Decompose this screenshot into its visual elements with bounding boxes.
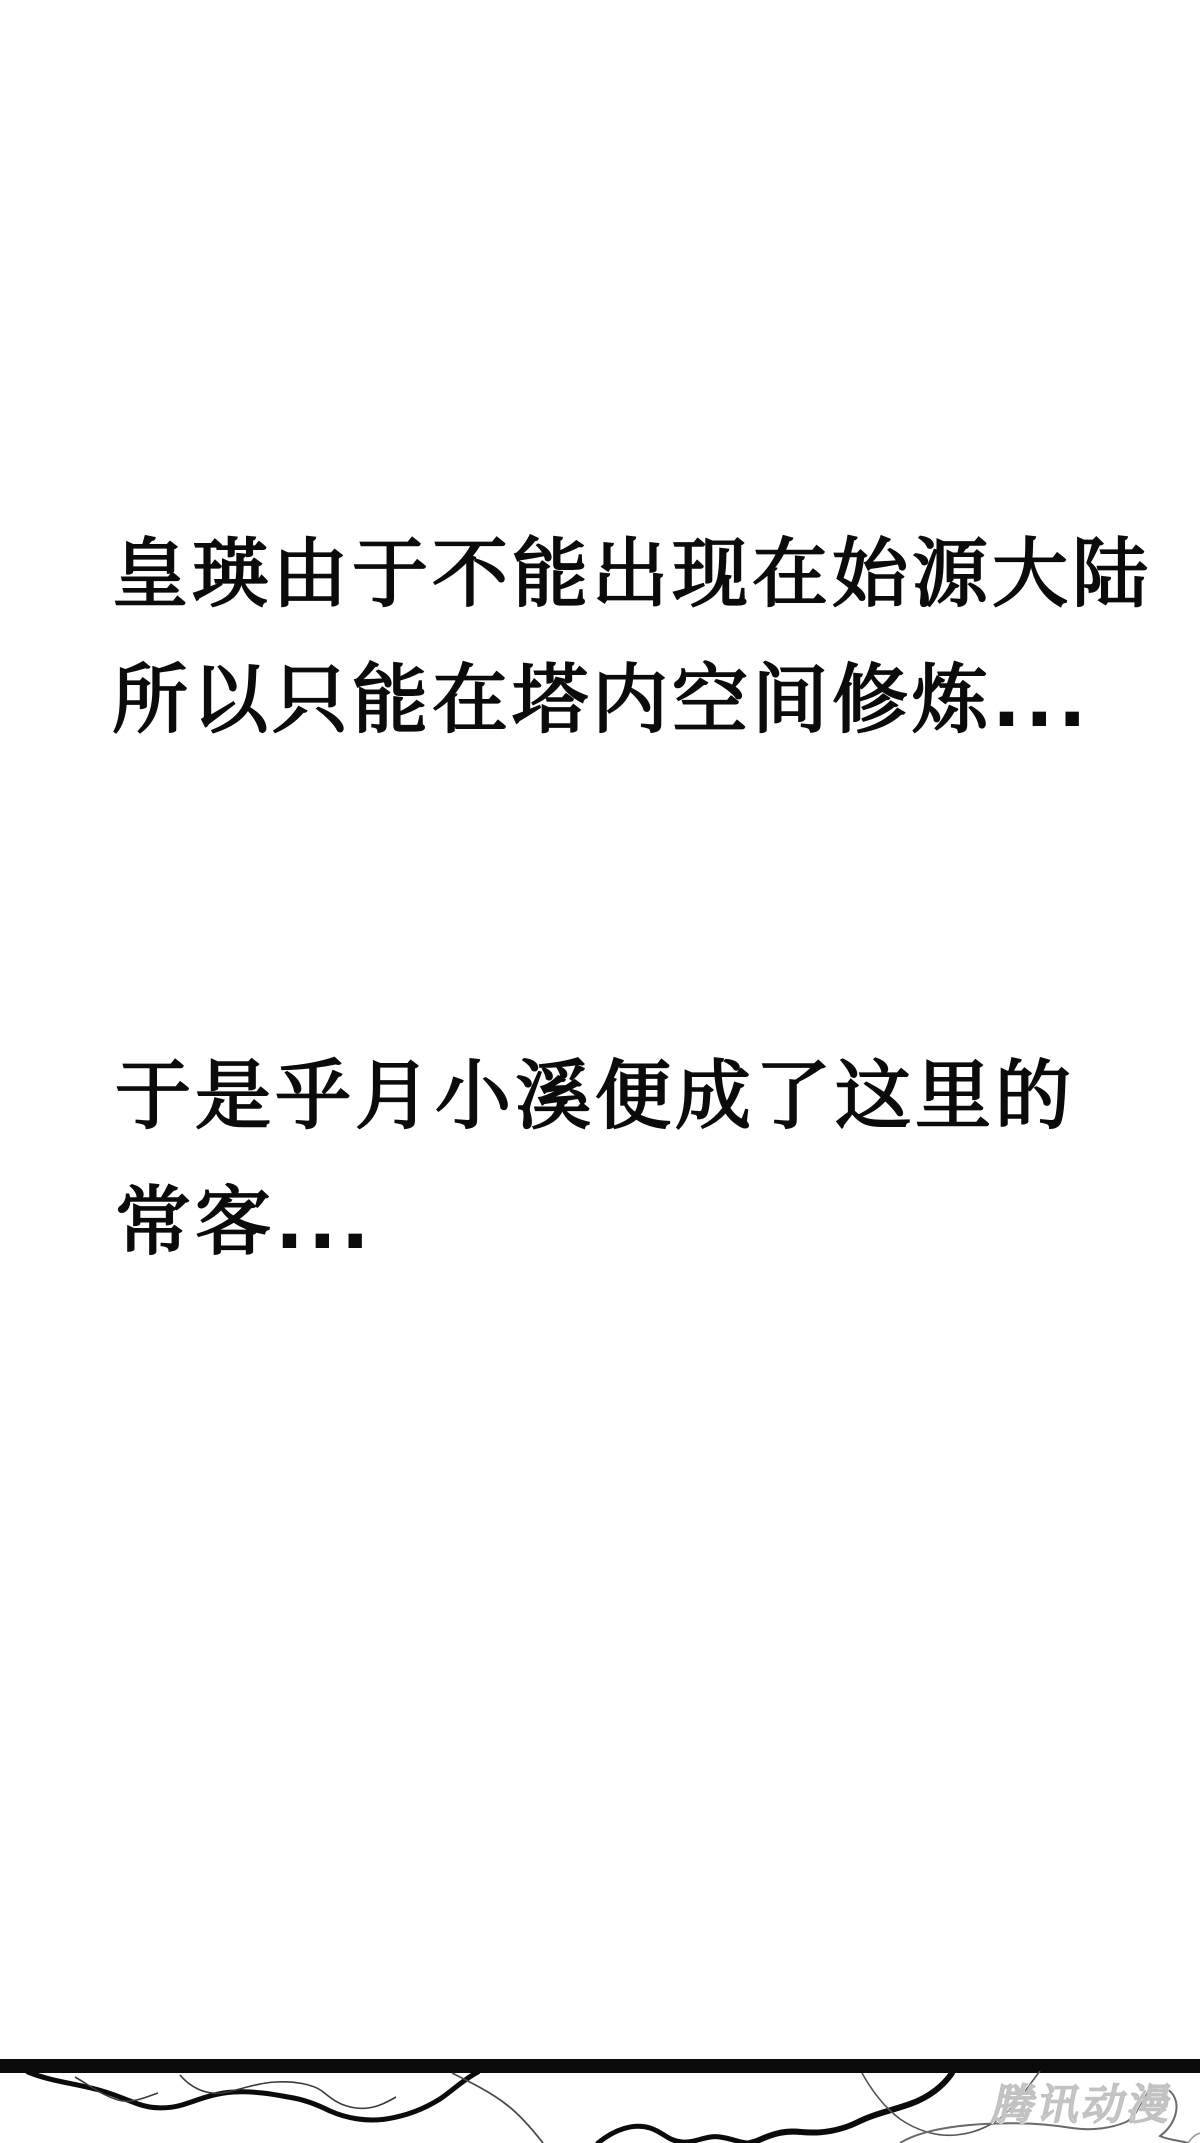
tencent-comics-watermark-logo: 腾讯动漫 xyxy=(988,2080,1179,2129)
narration-line-4: 常客... xyxy=(115,1177,374,1266)
rock-inner-line-2 xyxy=(180,2075,396,2108)
rock-outline-left xyxy=(28,2072,478,2120)
narration-block-1 xyxy=(112,511,1152,763)
narration-line-1: 皇瑛由于不能出现在始源大陆 xyxy=(112,529,1152,618)
descending-thin-line xyxy=(452,2073,543,2143)
narration-line-2: 所以只能在塔内空间修炼... xyxy=(112,655,1091,744)
rock-outline-bottom-middle xyxy=(598,2126,748,2143)
narration-line-3: 于是乎月小溪便成了这里的 xyxy=(115,1051,1075,1140)
narration-block-2 xyxy=(115,1033,1075,1285)
terrain-line-corner xyxy=(1188,2133,1200,2143)
rock-outline-middle xyxy=(750,2073,952,2143)
